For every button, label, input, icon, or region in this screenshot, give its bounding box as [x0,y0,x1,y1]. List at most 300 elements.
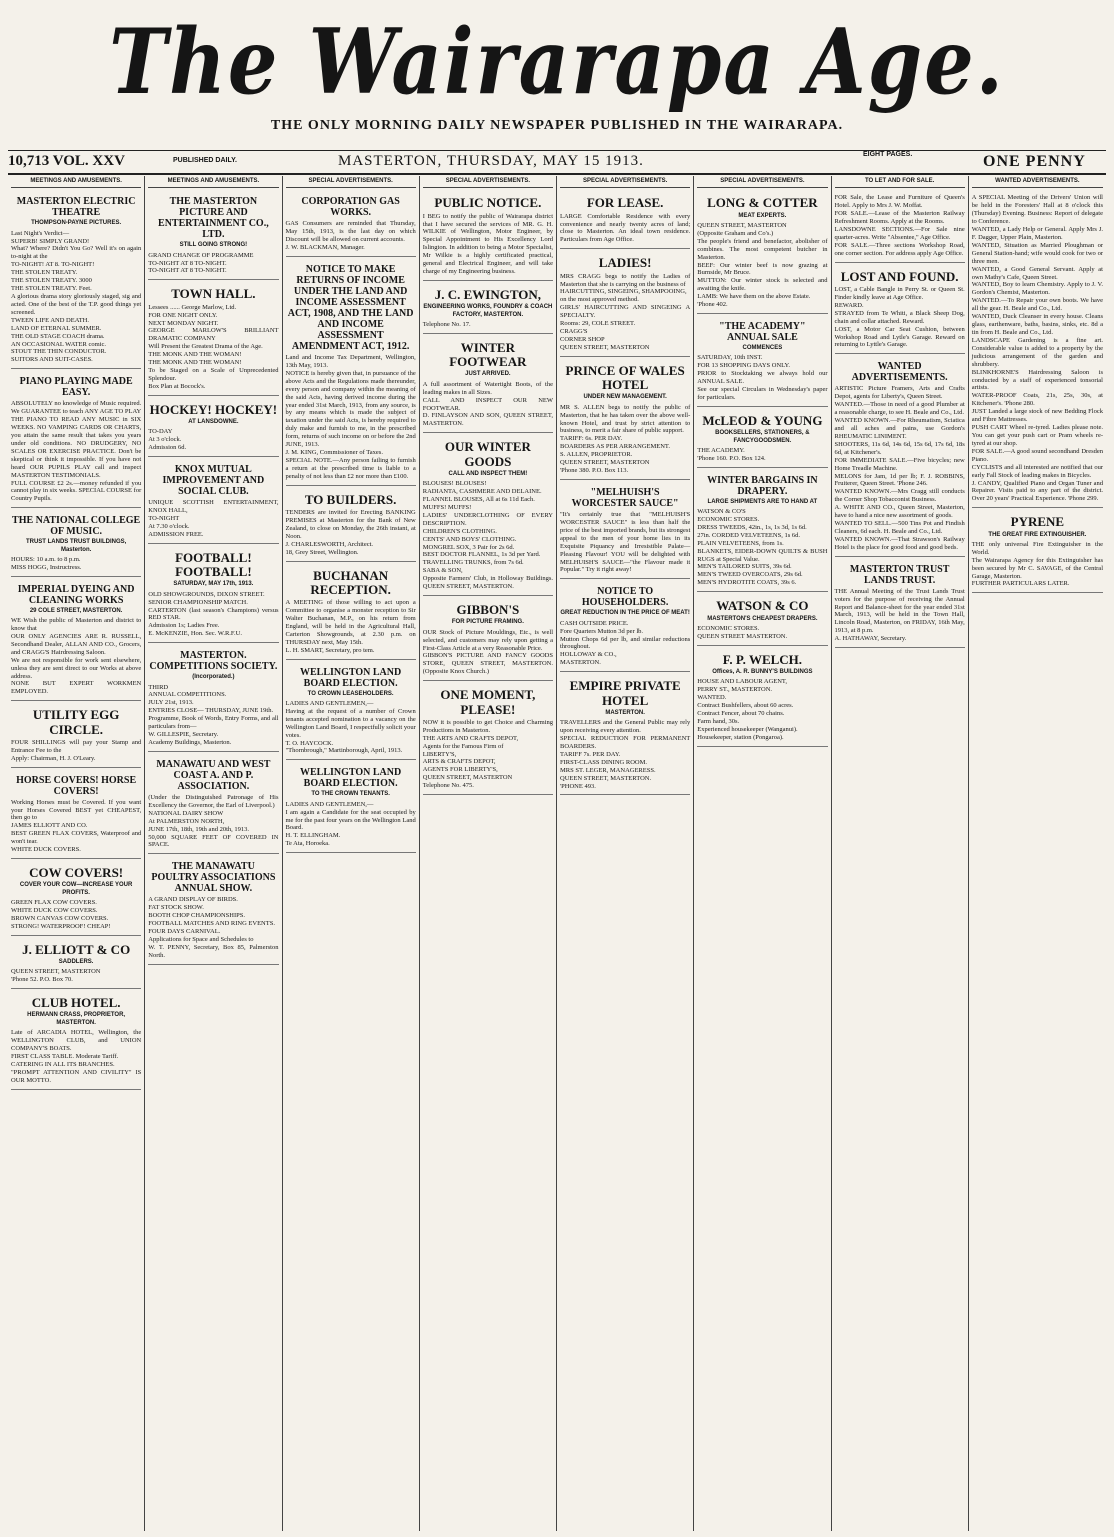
ad-body [835,588,965,643]
ad-text-line: LOST, a Motor Car Seat Cushion, between Workshop Road and Lytle's Garage. Reward on returning to Lyttle's Garage. [834,325,965,349]
ad-text-line: QUEEN STREET, MASTERTON [560,459,650,467]
advertisement [423,336,553,433]
ad-text-line: SATURDAY, 10th INST. [697,354,763,362]
ad-text-line: ARTS & CRAFTS DEPOT, [422,758,496,766]
ad-title: PRINCE OF WALES HOTEL [565,362,685,393]
advertisement [423,683,553,795]
ad-text-line: A full assortment of Watertight Boots, of the leading makes in all Sizes. [422,380,553,396]
advertisement [560,251,690,357]
ad-text-line: BROWN CANVAS COW COVERS. [11,914,109,922]
ad-text-line: See our special Circulars in Wednesday's paper for particulars. [697,386,828,401]
ad-body [286,801,416,849]
ad-body [560,273,690,352]
ad-text-line: Programme, Book of Words, Entry Forms, and all particulars from— [148,715,279,731]
advertisement [148,645,278,752]
ad-text-line: J. W. BLACKMAN, Manager. [285,244,365,252]
ad-body [972,194,1103,503]
ad-text-line: GIRLS' HAIRCUTTING AND SINGEING A SPECIALTY. [560,304,691,320]
ad-text-line: QUEEN STREET, MASTERTON [422,774,513,782]
advertisement [148,398,278,457]
published-daily: PUBLISHED DAILY. [173,157,237,164]
ad-text-line: DRESS TWEEDS, 42in., 1s, 1s 3d, 1s 6d. [697,523,807,531]
ad-title: WELLINGTON LAND BOARD ELECTION. [300,767,402,790]
ad-text-line: NATIONAL DAIRY SHOW [148,809,224,817]
ad-text-line: WANTED, Duck Cleanser in every house. Cleans glass, earthenware, baths, basins, sinks, etc. 8d a tin from H. Beale and Co., Ltd. [971,313,1103,336]
ad-text-line: QUEEN STREET MASTERTON. [697,632,788,640]
ad-text-line: FURTHER PARTICULARS LATER. [971,580,1070,588]
ad-title: CORPORATION GAS WORKS. [301,196,400,219]
ad-text-line: At 7.30 o'clock. [148,522,190,530]
ad-text-line: JUST Landed a large stock of new Bedding Flock and Fibre Mattresses. [971,408,1103,424]
ad-text-line: QUEEN STREET, MASTERTON [697,221,787,229]
ad-text-line: SPECIAL REDUCTION FOR PERMANENT BOARDERS. [560,734,691,750]
ad-text-line: A. HATHAWAY, Secretary. [834,635,907,643]
ad-text-line: D. FINLAYSON AND SON, QUEEN STREET, MASTERTON. [422,412,553,428]
ad-body [697,625,827,641]
ad-text-line: THE ARTS AND CRAFTS DEPOT, [422,734,519,742]
ad-text-line: QUEEN STREET, MASTERTON [560,343,650,351]
ad-body [560,620,690,668]
ad-body [972,541,1103,589]
ad-text-line: GAS Consumers are reminded that Thursday, May 15th, 1913, is the last day on which Discount will be allowed on current accounts. [285,220,416,244]
ad-text-line: FOR 13 SHOPPING DAYS ONLY. [697,362,790,370]
ad-text-line: Contract Fencer, about 70 chains. [697,709,785,717]
ad-text-line: UNIQUE SCOTTISH ENTERTAINMENT, KNOX HALL, [148,499,279,515]
ad-text-line: HOUSE AND LABOUR AGENT, [697,678,788,686]
ad-body [560,719,690,790]
ad-title: MANAWATU AND WEST COAST A. AND P. ASSOCIATION. [156,758,271,792]
ad-text-line: WATSON & CO'S [697,507,746,515]
ad-subtitle: AT LANSDOWNE. [188,419,239,426]
advertisement [423,435,553,596]
advertisement [697,316,827,407]
ad-text-line: PRIOR to Stocktaking we always hold our ANNUAL SALE. [697,370,828,386]
ad-text-line: FOR Sale, the Lease and Furniture of Queen's Hotel. Apply to Mrs J. W. Moffat. [834,194,965,210]
ad-body [148,591,278,639]
column-header: TO LET AND FOR SALE. [835,176,965,188]
ad-text-line: RADIANTA, CASHMERE AND DELAINE. [422,488,542,496]
ad-body [148,252,278,276]
ad-subtitle: HERMANN CRASS, PROPRIETOR, MASTERTON. [27,1012,126,1026]
ad-text-line: W. GILLESPIE, Secretary. [148,731,219,739]
ad-text-line: THE only universal Fire Extinguisher in the World. [971,540,1103,556]
ad-text-line: THE STOLEN TREATY. [11,269,78,277]
ad-text-line: CHILDREN'S CLOTHING. [422,527,497,535]
ad-title: COW COVERS! [29,865,124,881]
ad-title: WINTER BARGAINS IN DRAPERY. [707,474,818,497]
ad-text-line: BLANKETS, EIDER-DOWN QUILTS & BUSH RUGS at Special Value. [697,547,828,563]
ad-text-line: THE MONK AND THE WOMAN! [148,351,242,359]
ad-title: THE NATIONAL COLLEGE OF MUSIC. [12,515,141,538]
ad-title: LOST AND FOUND. [840,268,959,284]
ad-text-line: MUTTON: Our winter stock is selected and awaiting the knife. [697,277,828,293]
ad-text-line: NEXT MONDAY NIGHT. [148,319,219,327]
ad-body [11,400,141,503]
ad-title: TOWN HALL. [171,286,256,302]
ad-text-line: FIRST CLASS TABLE. Moderate Tariff. [11,1052,119,1060]
ad-subtitle: MASTERTON'S CHEAPEST DRAPERS. [707,615,818,622]
ad-subtitle: SADDLERS. [58,959,94,965]
advertisement [697,191,827,314]
ad-text-line: SPECIAL NOTE.—Any person failing to furnish a return at the prescribed time is liable to a penalty of not less than £2 nor more than £100. [285,456,416,480]
ad-text-line: NONE BUT EXPERT WORKMEN EMPLOYED. [11,680,142,696]
ad-text-line: FOUR SHILLINGS will pay your Stamp and Entrance Fee to the [11,738,142,754]
advertisement [972,191,1103,508]
ad-title: FOR LEASE. [586,195,664,211]
column-header: WANTED ADVERTISEMENTS. [972,176,1103,188]
ad-text-line: LANSDOWNE SECTIONS.—For Sale nine quarter-acres. Write "Absentee," Age Office. [834,226,965,241]
advertisement [560,482,690,579]
ad-body [423,480,553,591]
ad-text-line: HOURS: 10 a.m. to 8 p.m. [11,555,81,563]
ad-text-line: Late of ARCADIA HOTEL, Wellington, the WELLINGTON CLUB, and UNION COMPANY'S BOATS. [11,1029,142,1052]
ad-title: OUR WINTER GOODS [444,439,531,469]
ad-text-line: WANTED, a Lady Help or General. Apply Mrs J. F. Dagger, Upper Plain, Masterton. [971,226,1103,241]
ad-text-line: TO-NIGHT! AT 8. TO-NIGHT! [11,261,95,269]
ad-text-line: 18, Grey Street, Wellington. [285,548,359,556]
ad-subtitle: SATURDAY, MAY 17th, 1913. [173,581,254,588]
ad-text-line: NOTICE is hereby given that, in pursuance of the above Acts and the Regulations made thereunder, every person and company within the meaning of the said Acts, having derived income during the year ended 31st March, 1913, from any source, is by any means which is made the subject of taxation under the said Acts, is hereby required to duly make and furnish to me, in the prescribed form, returns of such income on or before the 2nd JUNE, 1913. [285,369,416,449]
ad-title: NOTICE TO HOUSEHOLDERS. [581,586,669,609]
ad-title: EMPIRE PRIVATE HOTEL [569,678,681,708]
column-header: SPECIAL ADVERTISEMENTS. [697,176,827,188]
ad-title: J. C. EWINGTON, [434,286,542,302]
ad-subtitle: TO THE CROWN TENANTS. [311,791,390,798]
ad-text-line: STRAYED from Te Whiti, a Black Sheep Dog, chain and collar attached. Reward. [834,309,965,325]
ad-body [423,213,553,276]
ad-text-line: STOUT THE THIN CONDUCTOR. [11,348,107,356]
ad-text-line: Apply: Chairman, H. J. O'Leary. [11,754,96,762]
ad-text-line: PUSH CART Wheel re-tyred. Ladies please note. You can get your push cart or Pram wheels re-tyred at our shop. [971,424,1103,447]
ad-text-line: Last Night's Verdict— [11,229,70,237]
ad-text-line: GREEN FLAX COW COVERS. [11,899,97,907]
ad-title: MASTERTON ELECTRIC THEATRE [16,196,136,219]
ad-text-line: Lessees ...... George Marlow, Ltd. [148,303,237,311]
ad-title: NOTICE TO MAKE RETURNS OF INCOME UNDER THE LAND AND INCOME ASSESSMENT ACT, 1908, AND THE LAND AND INCOME ASSESSMENT AMENDMENT ACT, 1912. [287,264,414,352]
ad-text-line: I BEG to notify the public of Wairarapa district that I have secured the services of MR. G. H. WILKIE of Wellington, Motor Engineer, by Special Appointment to His Excellency Lord Islington. In addition to being a Motor Specialist, Mr Wilkie is a highly certificated practical, general and Electrical Engineer, and will take charge of my Engineering business. [422,212,553,276]
ad-text-line: THE STOLEN TREATY. Feet. [11,285,92,293]
ad-body [11,968,141,984]
advertisement [148,282,278,395]
ad-text-line: A glorious drama story gloriously staged, sig and acted. One of the best of the T.P. good things yet screened. [11,293,142,316]
ad-text-line: "PROMPT ATTENTION AND CIVILITY" IS OUR MOTTO. [11,1068,142,1084]
ad-text-line: Fore Quarters Mutton 3d per lb. [560,627,644,635]
ad-text-line: Applications for Space and Schedules to [148,936,254,943]
ad-text-line: LADIES AND GENTLEMEN,— [285,800,374,808]
ad-text-line: TRAVELLING TRUNKS, from 7s 6d. [422,559,524,567]
ad-body [11,1029,141,1084]
ad-text-line: WANTED.—To Repair your own boots. We have all the gear. H. Beale and Co., Ltd. [971,297,1103,313]
ad-body [286,354,416,481]
ad-text-line: QUEEN STREET, MASTERTON. [560,774,652,782]
column-5 [557,176,694,1531]
ad-text-line: LADIES' UNDERCLOTHING OF EVERY DESCRIPTION. [422,511,553,527]
advertisement [423,598,553,681]
ad-text-line: SABA & SON, [422,567,463,575]
ad-text-line: TRAVELLERS and the General Public may rely upon receiving every attention. [560,719,691,735]
ad-body [11,617,141,696]
ad-text-line: FIRST-CLASS DINING ROOM. [560,758,647,766]
column-4 [420,176,557,1531]
advertisement [286,762,416,853]
advertisement [11,991,141,1089]
ad-title: TO BUILDERS. [304,491,397,507]
ad-text-line: FOUR DAYS CARNIVAL. [148,928,221,936]
ad-title: KNOX MUTUAL IMPROVEMENT AND SOCIAL CLUB. [162,464,265,498]
ad-text-line: FOOTBALL MATCHES AND RING EVENTS. [148,920,275,928]
ad-text-line: Mutton Chops 6d per lb, and similar reductions throughout. [560,635,691,651]
ad-text-line: ENTRIES CLOSE— THURSDAY, JUNE 19th. [148,707,274,715]
issue-number: 10,713 VOL. XXV [8,153,125,169]
ad-text-line: J. CANDY, Qualified Piano and Organ Tuner and Repairer. Visits paid to any part of the district. Over 20 years' Practical Experience. 'Phone 299. [971,479,1103,503]
ad-text-line: T. O. HAYCOCK. [285,739,334,747]
ad-text-line: A SPECIAL Meeting of the Drivers' Union will be held in the Foresters' Hall at 8 o'clock this (Thursday) Evening. Business: Report of delegate to Conference. [971,194,1103,226]
ad-title: THE MASTERTON PICTURE AND ENTERTAINMENT CO., LTD. [158,196,269,241]
ad-text-line: What? Where? Didn't You Go? Well it's on again to-night at the [11,245,142,261]
ad-text-line: Farm hand, 30s. [697,717,740,725]
ad-text-line: TARIFF 7s. PER DAY. [560,750,621,758]
ad-text-line: TO-NIGHT AT 8 TO-NIGHT. [148,259,227,267]
ad-text-line: Admission 1s; Ladies Free. [148,622,220,630]
ad-body [11,739,141,763]
ad-text-line: Housekeeper, station (Pongaroa). [697,733,784,741]
ad-text-line: CATERING IN ALL ITS BRANCHES. [11,1060,115,1068]
advertisement [697,470,827,593]
ad-text-line: Telephone No. 17. [422,320,471,328]
price: ONE PENNY [983,153,1086,170]
newspaper-title: The Wairarapa Age. [109,10,1005,115]
newspaper-columns [8,176,1106,1531]
advertisement [11,770,141,859]
ad-text-line: ARTISTIC Picture Framers, Arts and Crafts Depot, agents for Liberty's, Queen Street. [834,385,965,401]
ad-text-line: LIBERTY'S, [422,750,457,758]
ad-text-line: I am again a Candidate for the seat occupied by me for the past four years on the Wellington Land Board. [285,808,416,832]
ad-text-line: CALL AND INSPECT OUR NEW FOOTWEAR. [422,396,553,412]
ad-text-line: MRS CRAGG begs to notify the Ladies of Masterton that she is carrying on the business of [560,272,691,288]
ad-title: J. ELLIOTT & CO [22,941,131,957]
ad-text-line: WANTED, Boy to learn Chemistry. Apply to J. V. Gordon's Chemist, Masterton. [971,281,1103,297]
ad-body [697,447,827,463]
ad-title: IMPERIAL DYEING AND CLEANING WORKS [17,583,135,606]
ad-subtitle: MEAT EXPERTS. [738,212,787,219]
ad-text-line: WE Wish the public of Masterton and district to know that [11,617,142,632]
ad-text-line: TARIFF: 6s. PER DAY. [560,435,623,443]
ad-text-line: LAND OF ETERNAL SUMMER. [11,324,102,332]
ad-text-line: HOLLOWAY & CO., [560,651,617,659]
ad-text-line: Rooms: 29, COLE STREET. [560,320,636,328]
ad-text-line: GRAND CHANGE OF PROGRAMME [148,251,254,259]
ad-body [835,286,965,349]
ad-text-line: 'Phone 160. P.O. Box 124. [697,454,766,462]
ad-text-line: HAIRCUTTING, SINGEING, SHAMPOOING, [560,288,687,296]
ad-title: GIBBON'S [456,602,520,618]
column-2 [145,176,282,1531]
ad-text-line: Admission 6d. [148,444,187,452]
advertisement [286,259,416,486]
ad-text-line: E. McKENZIE, Hon. Sec. W.R.F.U. [148,630,242,638]
ad-subtitle: (Incorporated.) [192,674,235,681]
ad-text-line: THE OLD STAGE COACH drama. [11,332,105,340]
ad-body [286,599,416,654]
newspaper-subtitle: THE ONLY MORNING DAILY NEWSPAPER PUBLISHED IN THE WAIRARAPA. [270,118,844,133]
ad-text-line: A MEETING of those willing to act upon a Committee to organise a monster reception to Sir Walter Buchanan, M.P., on his return from England, will be held in the Agricultural Hall, Carterton Showgrounds, at 2.30 p.m. on THURSDAY next, May 15th. [285,599,416,646]
advertisement [148,856,278,964]
ad-subtitle: MASTERTON. [605,709,645,716]
ad-title: WATSON & CO [716,598,809,614]
ad-text-line: GIBBON'S PICTURE AND FANCY GOODS STORE, QUEEN STREET, MASTERTON. (Opposite Knox Church.) [422,652,553,676]
column-6 [694,176,831,1531]
ad-title: "MELHUISH'S WORCESTER SAUCE" [571,487,679,510]
ad-body [286,220,416,252]
ad-text-line: ANNUAL COMPETITIONS. [148,691,227,699]
ad-text-line: STRONG! WATERPROOF! CHEAP! [11,922,111,930]
ad-text-line: WHITE DUCK COW COVERS. [11,906,98,914]
ad-body [697,508,827,587]
ad-text-line: BLINKHORNE'S Hairdressing Saloon is conducted by a staff of experienced tonsorial artists. [971,368,1103,392]
ad-body [423,381,553,429]
ad-text-line: TWEEN LIFE AND DEATH. [11,316,89,324]
ad-text-line: 'Phone 380. P.O. Box 113. [560,467,629,475]
ad-text-line: 'Phone 52. P.O. Box 70. [11,976,73,984]
ad-text-line: REWARD. [834,301,864,309]
ad-text-line: MR S. ALLEN begs to notify the public of Masterton, that he has taken over the above well-known Hotel, and trust by strict attention to business, to merit a fair share of public support. [560,403,691,435]
ad-title: MASTERTON. COMPETITIONS SOCIETY. [149,650,278,673]
ad-text-line: Land and Income Tax Department, Wellington, 13th May, 1913. [285,354,416,369]
advertisement [972,510,1103,593]
dateline: MASTERTON, THURSDAY, MAY 15 1913. [338,153,644,169]
ad-text-line: SHOOTERS, 11s 6d, 14s 6d, 15s 6d, 17s 6d, 18s 6d, at Kitchener's. [834,440,965,456]
column-header: MEETINGS AND AMUSEMENTS. [11,176,141,188]
ad-subtitle: ENGINEERING WORKS, FOUNDRY & COACH FACTORY, MASTERTON. [423,304,553,318]
ad-title: WINTER FOOTWEAR [449,339,527,370]
ad-text-line: OUR Stock of Picture Mouldings, Etc., is well selected, and customers may rely upon getting a First-Class Article at a very Reasonable Price. [422,628,553,652]
ad-body [11,230,141,365]
ad-text-line: Opposite Farmers' Club, in Holloway Buildings. QUEEN STREET, MASTERTON. [422,575,553,591]
ad-title: "THE ACADEMY" ANNUAL SALE [719,321,806,344]
advertisement [286,662,416,761]
page-count: EIGHT PAGES. [863,151,913,158]
ad-text-line: Agents for the Famous Firm of [422,742,504,750]
ad-text-line: CASH OUTSIDE PRICE. [560,619,629,627]
advertisement [148,546,278,643]
ad-title: UTILITY EGG CIRCLE. [32,707,120,737]
ad-subtitle: THOMPSON-PAYNE PICTURES. [31,220,122,227]
ad-text-line: WHITE DUCK COVERS. [11,846,81,854]
advertisement [11,579,141,702]
ad-subtitle: CALL AND INSPECT THEM! [448,470,528,477]
ad-body [697,678,827,741]
ad-text-line: We are not responsible for work sent elsewhere, unless they are sent direct to our Works at above address. [11,656,142,680]
ad-text-line: LARGE Comfortable Residence with every convenience and nearly twenty acres of land; close to Masterton. An ideal town residence. Particulars from Age Office. [560,212,691,244]
ad-text-line: JAMES ELLIOTT AND CO. [11,822,88,830]
advertisement [560,581,690,672]
ad-subtitle: COVER YOUR COW—INCREASE YOUR PROFITS. [19,882,133,896]
ad-title: FOOTBALL! FOOTBALL! [175,549,252,580]
ad-text-line: To be Staged on a Scale of Unprecedented Splendour. [148,367,279,382]
ad-subtitle: FOR PICTURE FRAMING. [451,619,524,626]
advertisement [11,510,141,576]
ad-text-line: Contract Bushfellers, about 60 acres. [697,702,794,710]
advertisement [423,283,553,334]
ad-title: PYRENE [1010,514,1065,530]
ad-subtitle: Offices, A. R. BUNNY'S BUILDINGS [712,668,813,675]
advertisement [148,191,278,280]
ad-body [148,794,278,849]
ad-text-line: AGENTS FOR LIBERTY'S, [422,766,498,774]
ad-text-line: S. ALLEN, PROPRIETOR. [560,451,633,459]
ad-text-line: FLANNEL BLOUSES, All at 6s 11d Each. [422,496,535,504]
ad-text-line: WANTED. [697,694,727,702]
ad-text-line: FOR SALE.—A good sound secondhand Dresden Piano. [971,447,1103,463]
ad-text-line: WANTED, a Good General Servant. Apply at own Mathy's Cafe, Queen Street. [971,265,1103,281]
ad-text-line: At PALMERSTON NORTH, [148,817,225,825]
ad-text-line: Will Present the Greatest Drama of the Age. [148,343,263,351]
advertisement [11,371,141,508]
ad-title: MASTERTON TRUST LANDS TRUST. [849,563,950,586]
ad-text-line: MUFFS! MUFFS! [422,503,472,511]
advertisement [560,674,690,795]
ad-text-line: MELONS for Jam, 1d per lb; F. J. ROBBINS, Fruiterer, Queen Street. 'Phone 246. [834,472,965,488]
ad-text-line: J. CHARLESWORTH, Architect. [285,540,374,548]
ad-text-line: THE Annual Meeting of the Trust Lands Trust voters for the purpose of receiving the Annual Report and Balance-sheet for the year ended 31st March, 1913, will be held in the Town Hall, Lincoln Road, Masterton, on FRIDAY, 16th May, 1913, at 8 p.m. [834,587,965,635]
advertisement [560,359,690,480]
ad-text-line: BLOUSES! BLOUSES! [422,480,487,488]
ad-text-line: MASTERTON. [560,659,601,667]
ad-text-line: Having at the request of a number of Crown tenants accepted nomination to a vacancy on the Wellington Land Board, I respectfully solicit your votes. [285,707,416,739]
ad-subtitle: LARGE SHIPMENTS ARE TO HAND AT [707,498,818,505]
ad-text-line: CYCLISTS and all interested are notified that our early Fall Stock of leading makes in Bicycles. [971,463,1103,479]
ad-body [11,799,141,854]
ad-body [286,700,416,755]
advertisement [286,564,416,660]
ad-text-line: TO-NIGHT AT 8 TO-NIGHT. [148,267,227,275]
ad-text-line: TO-NIGHT [148,515,180,523]
column-header: MEETINGS AND AMUSEMENTS. [148,176,278,188]
ad-body [423,719,553,790]
column-header: SPECIAL ADVERTISEMENTS. [560,176,690,188]
ad-title: WANTED ADVERTISEMENTS. [851,361,948,384]
ad-text-line: on the most approved method. [560,296,639,304]
ad-subtitle: GREAT REDUCTION IN THE PRICE OF MEAT! [560,610,690,617]
ad-subtitle: COMMENCES [742,345,783,352]
ad-title: PIANO PLAYING MADE EASY. [19,376,133,399]
ad-text-line: The Wairarapa Agency for this Extinguisher has been secured by Mr C. SAVAGE, of the Central Garage, Masterton. [971,556,1103,580]
ad-text-line: A. WHITE AND CO., Queen Street, Masterton, have to hand a nice new assortment of goods. [834,504,965,520]
ad-text-line: 27in. CORDED VELVETEENS, 1s 6d. [697,531,800,539]
column-1 [8,176,145,1531]
ad-text-line: Box Plan at Bocock's. [148,382,206,390]
column-header: SPECIAL ADVERTISEMENTS. [423,176,553,188]
ad-text-line: WANTED.—Those in need of a good Plumber at a reasonable charge, to see H. Beale and Co., Ltd. [834,401,965,417]
ad-subtitle: STILL GOING STRONG! [179,242,248,249]
ad-body [148,428,278,452]
ad-title: F. P. WELCH. [722,651,803,667]
ad-body [835,385,965,551]
ad-subtitle: UNDER NEW MANAGEMENT. [583,394,667,401]
ad-text-line: WANTED KNOWN.—For Rheumatism, Sciatica and all aches and pains, use Gordon's RHEUMATIC LINIMENT. [834,417,965,440]
ad-text-line: MEN'S HYDROTITE COATS, 39s 6. [697,579,797,587]
ad-text-line: WANTED TO SELL.—500 Tins Pot and Findish Cleaners, 6d each. H. Beale and Co., Ltd. [834,520,965,535]
ad-text-line: THE STOLEN TREATY. 3000 [11,277,92,285]
advertisement [11,938,141,989]
ad-text-line: CENTS' AND BOYS' CLOTHING. [422,535,517,543]
ad-text-line: LADIES AND GENTLEMEN,— [285,699,374,707]
ad-text-line: GEORGE MARLOW'S BRILLIANT DRAMATIC COMPANY [148,327,279,343]
ad-text-line: "Thornbrough," Martinborough, April, 1913. [285,747,403,755]
ad-text-line: ABSOLUTELY no knowledge of Music required. We GUARANTEE to teach ANY AGE TO PLAY THE PIANO TO READ ANY MUSIC in SIX WEEKS. NO VAMPING CARDS OR CHARTS, you attain the same result that takes you years under old conditions. NO DRUDGERY, NO SCALES OR EXERCISE PRACTICE. Don't be skeptical or think it impossible. If you have not heard OUR PUPILS PLAY call and inspect MASTERTON TESTIMONIALS. [11,400,142,479]
ad-text-line: J. M. KING, Commissioner of Taxes. [285,449,383,457]
ad-text-line: SUPERB! SIMPLY GRAND! [11,237,90,245]
